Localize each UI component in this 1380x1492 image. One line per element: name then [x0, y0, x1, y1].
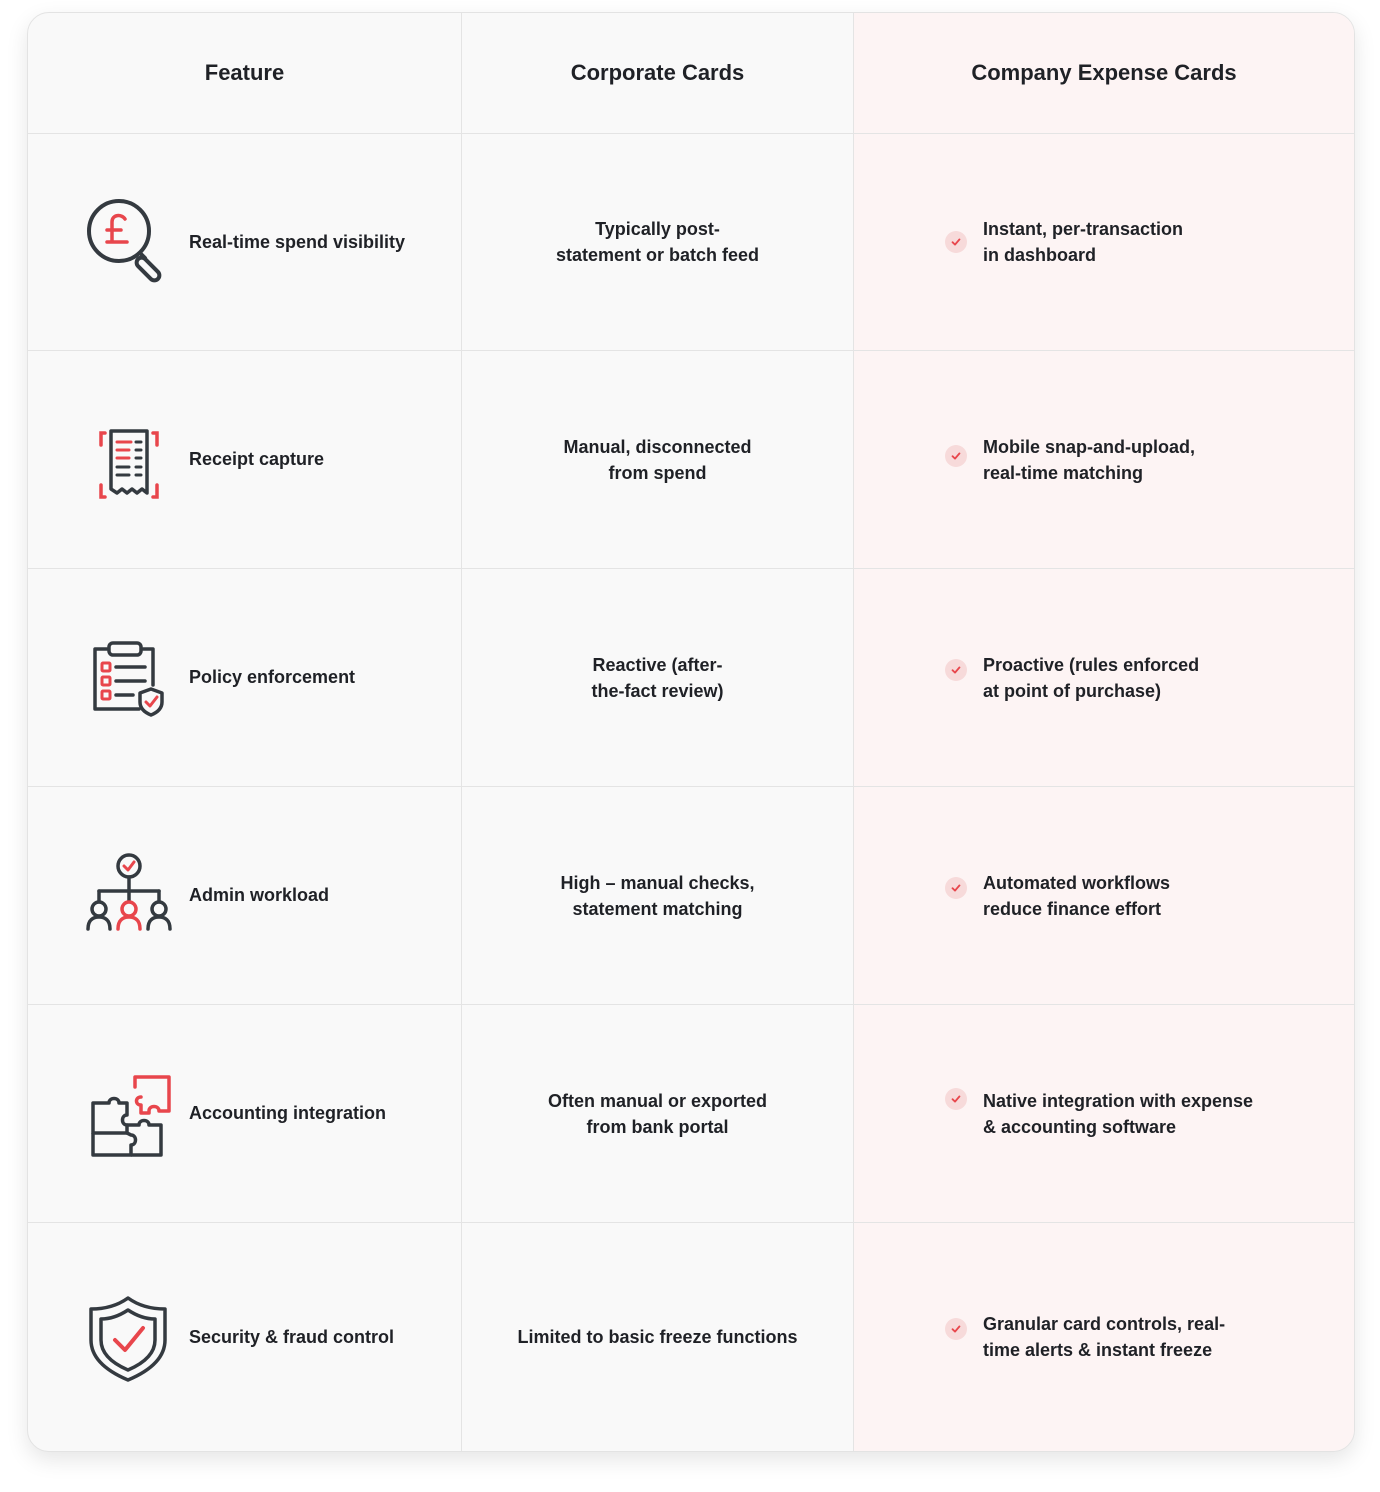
feature-cell — [28, 1223, 461, 1451]
puzzle-icon — [83, 1069, 173, 1159]
feature-label: Policy enforcement — [189, 667, 356, 687]
table-row — [28, 134, 1354, 351]
table-row — [28, 1223, 1354, 1451]
check-icon — [945, 659, 967, 681]
company-cell — [854, 1005, 1354, 1222]
comparison-table — [27, 12, 1355, 1452]
check-icon — [945, 445, 967, 467]
company-cell — [854, 134, 1354, 350]
check-icon — [945, 1318, 967, 1340]
pound-magnifier-icon — [83, 197, 173, 287]
table-row — [28, 787, 1354, 1005]
header-feature-cell — [28, 13, 461, 133]
corporate-cell — [462, 1005, 853, 1222]
receipt-scan-icon — [83, 415, 173, 505]
feature-cell — [28, 569, 461, 786]
header-company-cell — [854, 13, 1354, 133]
company-value: Proactive (rules enforced at point of purchase) — [983, 654, 1200, 701]
corporate-cell — [462, 569, 853, 786]
company-value: Native integration with expense & accounting software — [983, 1090, 1254, 1137]
feature-label: Real-time spend visibility — [189, 231, 406, 252]
table-header-row — [28, 13, 1354, 134]
company-value: Instant, per-transaction in dashboard — [983, 219, 1184, 265]
feature-label: Security & fraud control — [189, 1326, 395, 1347]
company-cell — [854, 569, 1354, 786]
feature-label: Accounting integration — [189, 1103, 386, 1123]
corporate-value: High – manual checks, statement matching — [560, 872, 755, 919]
company-value: Automated workflows reduce finance effort — [983, 872, 1171, 919]
table-row — [28, 569, 1354, 787]
company-cell — [854, 787, 1354, 1004]
corporate-value: Manual, disconnected from spend — [563, 436, 752, 483]
table-row — [28, 351, 1354, 569]
corporate-value: Often manual or exported from bank portal — [547, 1090, 768, 1137]
shield-check-icon — [83, 1292, 173, 1382]
header-corporate-cell — [462, 13, 853, 133]
check-icon — [945, 1088, 967, 1110]
corporate-cell — [462, 1223, 853, 1451]
feature-label: Admin workload — [189, 885, 330, 905]
feature-label: Receipt capture — [189, 449, 325, 469]
corporate-value: Typically post- statement or batch feed — [555, 219, 760, 265]
feature-cell — [28, 1005, 461, 1222]
corporate-cell — [462, 351, 853, 568]
company-value: Granular card controls, real- time alerts & instant freeze — [983, 1314, 1226, 1360]
clipboard-shield-icon — [83, 633, 173, 723]
corporate-cell — [462, 134, 853, 350]
org-chart-icon — [83, 851, 173, 941]
check-icon — [945, 231, 967, 253]
company-cell — [854, 1223, 1354, 1451]
corporate-value: Reactive (after- the-fact review) — [591, 654, 724, 701]
corporate-value: Limited to basic freeze functions — [517, 1327, 798, 1347]
company-value: Mobile snap-and-upload, real-time matching — [983, 436, 1195, 483]
header-company-expense-cards: Company Expense Cards — [971, 60, 1237, 85]
table-row — [28, 1005, 1354, 1223]
feature-cell — [28, 787, 461, 1004]
header-feature: Feature — [204, 60, 285, 85]
corporate-cell — [462, 787, 853, 1004]
header-corporate-cards: Corporate Cards — [570, 60, 745, 85]
feature-cell — [28, 351, 461, 568]
check-icon — [945, 877, 967, 899]
company-cell — [854, 351, 1354, 568]
feature-cell — [28, 134, 461, 350]
